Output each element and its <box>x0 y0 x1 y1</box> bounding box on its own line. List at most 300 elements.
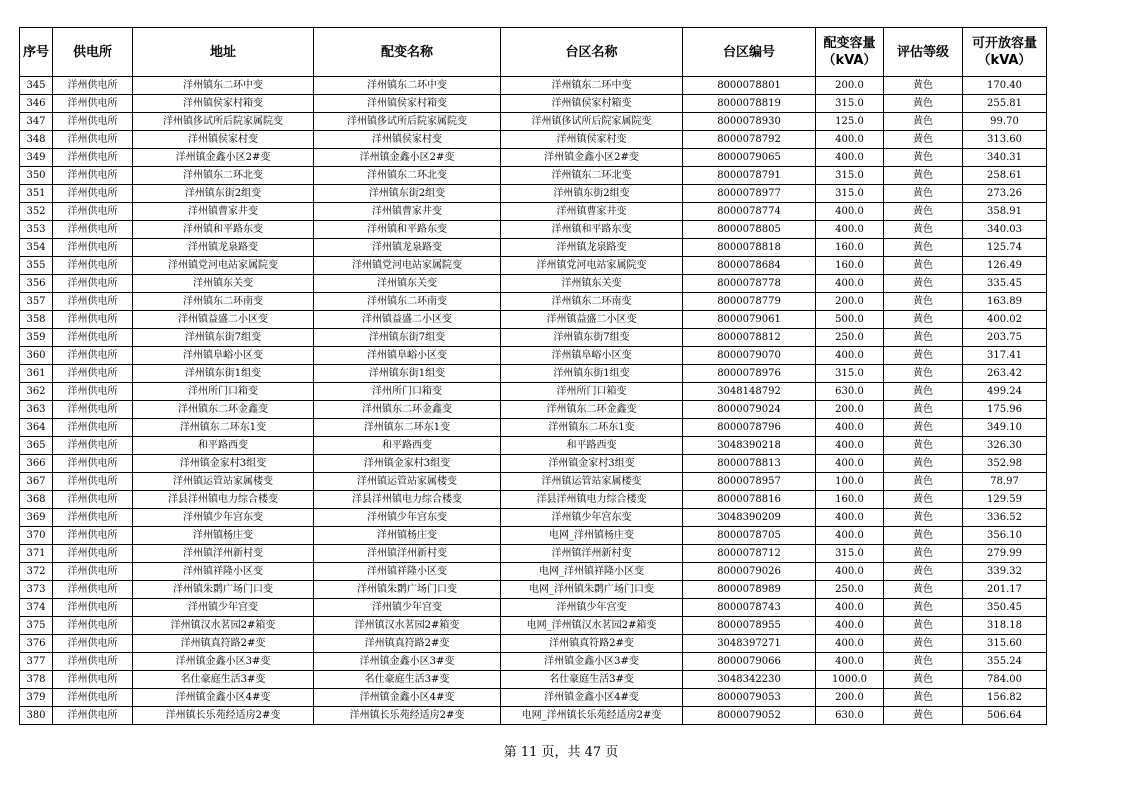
cell-transformer-name: 和平路西变 <box>314 437 501 455</box>
cell-seq: 366 <box>20 455 53 473</box>
cell-open-capacity: 350.45 <box>963 599 1047 617</box>
column-header-rating: 评估等级 <box>884 28 963 77</box>
cell-seq: 351 <box>20 185 53 203</box>
cell-address: 洋州镇东二环中变 <box>133 77 314 95</box>
cell-capacity: 400.0 <box>816 563 884 581</box>
table-row <box>20 545 1047 563</box>
cell-seq: 346 <box>20 95 53 113</box>
cell-transformer-name: 洋县洋州镇电力综合楼变 <box>314 491 501 509</box>
cell-rating: 黄色 <box>884 77 963 95</box>
cell-rating: 黄色 <box>884 329 963 347</box>
cell-address: 洋州镇东二环东1变 <box>133 419 314 437</box>
cell-station: 洋州供电所 <box>53 563 133 581</box>
cell-station: 洋州供电所 <box>53 599 133 617</box>
cell-rating: 黄色 <box>884 617 963 635</box>
cell-seq: 372 <box>20 563 53 581</box>
cell-transformer-name: 洋州镇真符路2#变 <box>314 635 501 653</box>
cell-seq: 348 <box>20 131 53 149</box>
cell-transformer-name: 洋州镇党河电站家属院变 <box>314 257 501 275</box>
cell-open-capacity: 201.17 <box>963 581 1047 599</box>
cell-transformer-name: 洋州镇汉水茗园2#箱变 <box>314 617 501 635</box>
cell-rating: 黄色 <box>884 275 963 293</box>
cell-station: 洋州供电所 <box>53 473 133 491</box>
cell-address: 洋州镇和平路东变 <box>133 221 314 239</box>
cell-open-capacity: 335.45 <box>963 275 1047 293</box>
cell-area-code: 8000078989 <box>683 581 816 599</box>
cell-capacity: 400.0 <box>816 527 884 545</box>
cell-station: 洋州供电所 <box>53 95 133 113</box>
cell-area-code: 8000078816 <box>683 491 816 509</box>
cell-rating: 黄色 <box>884 383 963 401</box>
cell-open-capacity: 326.30 <box>963 437 1047 455</box>
cell-transformer-name: 洋州镇洋州新村变 <box>314 545 501 563</box>
cell-address: 洋州镇杨庄变 <box>133 527 314 545</box>
cell-seq: 362 <box>20 383 53 401</box>
cell-seq: 379 <box>20 689 53 707</box>
cell-address: 洋州镇益盛二小区变 <box>133 311 314 329</box>
cell-address: 洋州镇侈试所后院家属院变 <box>133 113 314 131</box>
column-header-transformer-name: 配变名称 <box>314 28 501 77</box>
cell-seq: 355 <box>20 257 53 275</box>
cell-area-name: 洋州镇金家村3组变 <box>501 455 683 473</box>
table-row <box>20 95 1047 113</box>
cell-open-capacity: 156.82 <box>963 689 1047 707</box>
cell-rating: 黄色 <box>884 239 963 257</box>
cell-station: 洋州供电所 <box>53 527 133 545</box>
cell-capacity: 200.0 <box>816 689 884 707</box>
cell-area-code: 8000078813 <box>683 455 816 473</box>
cell-capacity: 630.0 <box>816 707 884 725</box>
cell-area-name: 洋州镇东街7组变 <box>501 329 683 347</box>
cell-area-name: 名仕豪庭生活3#变 <box>501 671 683 689</box>
cell-capacity: 125.0 <box>816 113 884 131</box>
table-row <box>20 689 1047 707</box>
cell-area-name: 洋州镇益盛二小区变 <box>501 311 683 329</box>
cell-open-capacity: 279.99 <box>963 545 1047 563</box>
cell-open-capacity: 126.49 <box>963 257 1047 275</box>
table-row <box>20 617 1047 635</box>
cell-capacity: 315.0 <box>816 95 884 113</box>
cell-address: 洋州镇祥隆小区变 <box>133 563 314 581</box>
cell-area-code: 8000078955 <box>683 617 816 635</box>
cell-rating: 黄色 <box>884 365 963 383</box>
cell-area-code: 8000078801 <box>683 77 816 95</box>
table-row <box>20 185 1047 203</box>
cell-open-capacity: 99.70 <box>963 113 1047 131</box>
cell-address: 洋州镇朱鹮广场门口变 <box>133 581 314 599</box>
cell-seq: 365 <box>20 437 53 455</box>
cell-seq: 369 <box>20 509 53 527</box>
cell-transformer-name: 洋州镇东关变 <box>314 275 501 293</box>
cell-station: 洋州供电所 <box>53 707 133 725</box>
cell-address: 洋州所门口箱变 <box>133 383 314 401</box>
cell-rating: 黄色 <box>884 113 963 131</box>
cell-area-code: 8000079065 <box>683 149 816 167</box>
cell-rating: 黄色 <box>884 401 963 419</box>
cell-area-code: 8000078712 <box>683 545 816 563</box>
cell-station: 洋州供电所 <box>53 113 133 131</box>
cell-open-capacity: 125.74 <box>963 239 1047 257</box>
cell-station: 洋州供电所 <box>53 509 133 527</box>
cell-area-code: 8000078778 <box>683 275 816 293</box>
table-row <box>20 653 1047 671</box>
table-row <box>20 221 1047 239</box>
cell-open-capacity: 506.64 <box>963 707 1047 725</box>
cell-transformer-name: 洋州镇龙泉路变 <box>314 239 501 257</box>
cell-area-code: 8000078818 <box>683 239 816 257</box>
cell-open-capacity: 129.59 <box>963 491 1047 509</box>
cell-area-code: 8000078684 <box>683 257 816 275</box>
cell-open-capacity: 340.03 <box>963 221 1047 239</box>
cell-station: 洋州供电所 <box>53 77 133 95</box>
cell-transformer-name: 洋州镇金鑫小区4#变 <box>314 689 501 707</box>
column-header-area-name: 台区名称 <box>501 28 683 77</box>
cell-open-capacity: 352.98 <box>963 455 1047 473</box>
cell-rating: 黄色 <box>884 707 963 725</box>
cell-area-name: 洋州镇金鑫小区2#变 <box>501 149 683 167</box>
table-row <box>20 563 1047 581</box>
cell-open-capacity: 784.00 <box>963 671 1047 689</box>
cell-station: 洋州供电所 <box>53 329 133 347</box>
cell-open-capacity: 78.97 <box>963 473 1047 491</box>
cell-capacity: 400.0 <box>816 149 884 167</box>
table-row <box>20 365 1047 383</box>
cell-area-code: 8000078976 <box>683 365 816 383</box>
table-row <box>20 329 1047 347</box>
cell-capacity: 400.0 <box>816 635 884 653</box>
cell-area-name: 电网_洋州镇杨庄变 <box>501 527 683 545</box>
cell-rating: 黄色 <box>884 653 963 671</box>
cell-capacity: 630.0 <box>816 383 884 401</box>
cell-address: 洋州镇真符路2#变 <box>133 635 314 653</box>
cell-transformer-name: 洋州镇金家村3组变 <box>314 455 501 473</box>
cell-area-code: 8000078743 <box>683 599 816 617</box>
cell-address: 洋州镇东二环北变 <box>133 167 314 185</box>
cell-transformer-name: 洋州镇侯家村箱变 <box>314 95 501 113</box>
cell-address: 洋州镇党河电站家属院变 <box>133 257 314 275</box>
cell-station: 洋州供电所 <box>53 671 133 689</box>
cell-address: 洋州镇少年宫东变 <box>133 509 314 527</box>
table-row <box>20 239 1047 257</box>
cell-open-capacity: 203.75 <box>963 329 1047 347</box>
cell-capacity: 100.0 <box>816 473 884 491</box>
cell-open-capacity: 263.42 <box>963 365 1047 383</box>
cell-open-capacity: 355.24 <box>963 653 1047 671</box>
cell-transformer-name: 洋州镇东街1组变 <box>314 365 501 383</box>
cell-seq: 376 <box>20 635 53 653</box>
cell-address: 洋州镇东街1组变 <box>133 365 314 383</box>
table-row <box>20 113 1047 131</box>
table-row <box>20 149 1047 167</box>
cell-open-capacity: 175.96 <box>963 401 1047 419</box>
cell-station: 洋州供电所 <box>53 689 133 707</box>
cell-area-code: 3048397271 <box>683 635 816 653</box>
cell-seq: 380 <box>20 707 53 725</box>
cell-seq: 368 <box>20 491 53 509</box>
cell-rating: 黄色 <box>884 437 963 455</box>
cell-address: 洋州镇东街2组变 <box>133 185 314 203</box>
cell-station: 洋州供电所 <box>53 293 133 311</box>
cell-station: 洋州供电所 <box>53 347 133 365</box>
cell-area-code: 8000078792 <box>683 131 816 149</box>
cell-capacity: 400.0 <box>816 275 884 293</box>
cell-address: 洋州镇东二环南变 <box>133 293 314 311</box>
cell-open-capacity: 317.41 <box>963 347 1047 365</box>
cell-station: 洋州供电所 <box>53 131 133 149</box>
cell-area-code: 8000078977 <box>683 185 816 203</box>
cell-transformer-name: 名仕豪庭生活3#变 <box>314 671 501 689</box>
cell-seq: 358 <box>20 311 53 329</box>
cell-station: 洋州供电所 <box>53 185 133 203</box>
cell-open-capacity: 358.91 <box>963 203 1047 221</box>
cell-address: 洋县洋州镇电力综合楼变 <box>133 491 314 509</box>
cell-capacity: 315.0 <box>816 545 884 563</box>
cell-area-name: 洋州镇东二环南变 <box>501 293 683 311</box>
cell-station: 洋州供电所 <box>53 419 133 437</box>
cell-area-code: 3048342230 <box>683 671 816 689</box>
cell-rating: 黄色 <box>884 509 963 527</box>
cell-area-name: 洋州镇真符路2#变 <box>501 635 683 653</box>
cell-area-name: 洋州镇金鑫小区3#变 <box>501 653 683 671</box>
cell-station: 洋州供电所 <box>53 635 133 653</box>
cell-address: 名仕豪庭生活3#变 <box>133 671 314 689</box>
cell-seq: 356 <box>20 275 53 293</box>
cell-area-code: 8000079052 <box>683 707 816 725</box>
cell-station: 洋州供电所 <box>53 257 133 275</box>
cell-capacity: 400.0 <box>816 203 884 221</box>
cell-transformer-name: 洋州镇少年宫东变 <box>314 509 501 527</box>
cell-area-code: 8000078705 <box>683 527 816 545</box>
cell-rating: 黄色 <box>884 563 963 581</box>
cell-address: 洋州镇金鑫小区3#变 <box>133 653 314 671</box>
cell-open-capacity: 258.61 <box>963 167 1047 185</box>
column-header-station: 供电所 <box>53 28 133 77</box>
column-header-area-code: 台区编号 <box>683 28 816 77</box>
cell-capacity: 200.0 <box>816 401 884 419</box>
cell-seq: 371 <box>20 545 53 563</box>
table-body <box>20 77 1047 725</box>
cell-address: 洋州镇侯家村变 <box>133 131 314 149</box>
cell-transformer-name: 洋州镇侯家村变 <box>314 131 501 149</box>
cell-transformer-name: 洋州镇东街7组变 <box>314 329 501 347</box>
table-row <box>20 599 1047 617</box>
cell-address: 洋州镇东关变 <box>133 275 314 293</box>
page-footer: 第 11 页，共 47 页 <box>503 745 619 760</box>
cell-station: 洋州供电所 <box>53 167 133 185</box>
cell-transformer-name: 洋州镇侈试所后院家属院变 <box>314 113 501 131</box>
cell-open-capacity: 356.10 <box>963 527 1047 545</box>
cell-transformer-name: 洋州镇金鑫小区3#变 <box>314 653 501 671</box>
cell-rating: 黄色 <box>884 221 963 239</box>
table-row <box>20 293 1047 311</box>
cell-rating: 黄色 <box>884 95 963 113</box>
cell-seq: 354 <box>20 239 53 257</box>
table-row <box>20 509 1047 527</box>
cell-rating: 黄色 <box>884 473 963 491</box>
cell-open-capacity: 499.24 <box>963 383 1047 401</box>
cell-open-capacity: 349.10 <box>963 419 1047 437</box>
cell-area-name: 洋州镇东街2组变 <box>501 185 683 203</box>
cell-station: 洋州供电所 <box>53 365 133 383</box>
cell-area-code: 8000078791 <box>683 167 816 185</box>
cell-capacity: 400.0 <box>816 419 884 437</box>
cell-rating: 黄色 <box>884 185 963 203</box>
cell-capacity: 400.0 <box>816 455 884 473</box>
cell-station: 洋州供电所 <box>53 617 133 635</box>
cell-seq: 373 <box>20 581 53 599</box>
cell-area-code: 8000078812 <box>683 329 816 347</box>
cell-area-code: 8000078779 <box>683 293 816 311</box>
cell-transformer-name: 洋州镇东二环东1变 <box>314 419 501 437</box>
table-row <box>20 473 1047 491</box>
cell-seq: 349 <box>20 149 53 167</box>
cell-area-name: 洋州镇侯家村箱变 <box>501 95 683 113</box>
cell-open-capacity: 170.40 <box>963 77 1047 95</box>
cell-address: 洋州镇龙泉路变 <box>133 239 314 257</box>
cell-area-name: 洋州镇少年宫变 <box>501 599 683 617</box>
cell-transformer-name: 洋州镇东二环南变 <box>314 293 501 311</box>
cell-seq: 359 <box>20 329 53 347</box>
table-row <box>20 131 1047 149</box>
cell-open-capacity: 400.02 <box>963 311 1047 329</box>
cell-station: 洋州供电所 <box>53 455 133 473</box>
cell-address: 洋州镇长乐苑经适房2#变 <box>133 707 314 725</box>
cell-area-name: 电网_洋州镇朱鹮广场门口变 <box>501 581 683 599</box>
cell-station: 洋州供电所 <box>53 437 133 455</box>
cell-open-capacity: 255.81 <box>963 95 1047 113</box>
cell-transformer-name: 洋州镇运管站家属楼变 <box>314 473 501 491</box>
cell-area-name: 电网_洋州镇祥隆小区变 <box>501 563 683 581</box>
cell-seq: 357 <box>20 293 53 311</box>
cell-seq: 353 <box>20 221 53 239</box>
cell-seq: 363 <box>20 401 53 419</box>
cell-open-capacity: 336.52 <box>963 509 1047 527</box>
table-row <box>20 167 1047 185</box>
cell-capacity: 400.0 <box>816 437 884 455</box>
cell-area-code: 8000078805 <box>683 221 816 239</box>
cell-rating: 黄色 <box>884 455 963 473</box>
table-row <box>20 77 1047 95</box>
cell-area-name: 洋州镇东二环中变 <box>501 77 683 95</box>
cell-transformer-name: 洋州镇东二环金鑫变 <box>314 401 501 419</box>
cell-seq: 374 <box>20 599 53 617</box>
table-row <box>20 455 1047 473</box>
table-row <box>20 527 1047 545</box>
cell-rating: 黄色 <box>884 149 963 167</box>
cell-seq: 345 <box>20 77 53 95</box>
cell-station: 洋州供电所 <box>53 311 133 329</box>
cell-area-code: 8000078774 <box>683 203 816 221</box>
table-row <box>20 707 1047 725</box>
cell-transformer-name: 洋州镇东二环北变 <box>314 167 501 185</box>
cell-station: 洋州供电所 <box>53 581 133 599</box>
cell-area-name: 洋州镇东二环金鑫变 <box>501 401 683 419</box>
cell-rating: 黄色 <box>884 293 963 311</box>
table-row <box>20 635 1047 653</box>
cell-rating: 黄色 <box>884 203 963 221</box>
cell-area-code: 3048390218 <box>683 437 816 455</box>
cell-station: 洋州供电所 <box>53 401 133 419</box>
cell-area-name: 洋州镇和平路东变 <box>501 221 683 239</box>
cell-open-capacity: 163.89 <box>963 293 1047 311</box>
cell-capacity: 400.0 <box>816 509 884 527</box>
table-row <box>20 311 1047 329</box>
cell-capacity: 400.0 <box>816 653 884 671</box>
cell-station: 洋州供电所 <box>53 221 133 239</box>
column-header-seq: 序号 <box>20 28 53 77</box>
cell-capacity: 200.0 <box>816 77 884 95</box>
cell-area-code: 8000079070 <box>683 347 816 365</box>
table-row <box>20 581 1047 599</box>
cell-rating: 黄色 <box>884 671 963 689</box>
cell-area-name: 洋州镇少年宫东变 <box>501 509 683 527</box>
cell-seq: 370 <box>20 527 53 545</box>
cell-seq: 367 <box>20 473 53 491</box>
cell-transformer-name: 洋州所门口箱变 <box>314 383 501 401</box>
cell-area-name: 洋州镇东关变 <box>501 275 683 293</box>
cell-transformer-name: 洋州镇祥隆小区变 <box>314 563 501 581</box>
cell-rating: 黄色 <box>884 131 963 149</box>
cell-area-name: 洋州镇洋州新村变 <box>501 545 683 563</box>
cell-area-name: 洋州所门口箱变 <box>501 383 683 401</box>
cell-station: 洋州供电所 <box>53 653 133 671</box>
cell-station: 洋州供电所 <box>53 203 133 221</box>
cell-open-capacity: 318.18 <box>963 617 1047 635</box>
cell-address: 洋州镇金鑫小区4#变 <box>133 689 314 707</box>
cell-station: 洋州供电所 <box>53 491 133 509</box>
cell-area-code: 8000078819 <box>683 95 816 113</box>
table-row <box>20 491 1047 509</box>
cell-area-name: 洋州镇侯家村变 <box>501 131 683 149</box>
cell-seq: 360 <box>20 347 53 365</box>
cell-address: 洋州镇侯家村箱变 <box>133 95 314 113</box>
cell-transformer-name: 洋州镇杨庄变 <box>314 527 501 545</box>
cell-area-name: 洋州镇东二环北变 <box>501 167 683 185</box>
cell-area-name: 洋州镇阜峪小区变 <box>501 347 683 365</box>
cell-area-code: 8000078930 <box>683 113 816 131</box>
cell-rating: 黄色 <box>884 635 963 653</box>
table-row <box>20 671 1047 689</box>
cell-area-code: 3048148792 <box>683 383 816 401</box>
cell-area-code: 8000078957 <box>683 473 816 491</box>
table-row <box>20 203 1047 221</box>
cell-area-name: 洋州镇侈试所后院家属院变 <box>501 113 683 131</box>
cell-address: 洋州镇洋州新村变 <box>133 545 314 563</box>
cell-seq: 364 <box>20 419 53 437</box>
cell-seq: 377 <box>20 653 53 671</box>
cell-capacity: 160.0 <box>816 239 884 257</box>
cell-area-code: 8000079026 <box>683 563 816 581</box>
cell-area-name: 洋州镇曹家井变 <box>501 203 683 221</box>
cell-area-name: 电网_洋州镇汉水茗园2#箱变 <box>501 617 683 635</box>
cell-rating: 黄色 <box>884 689 963 707</box>
cell-area-name: 洋州镇金鑫小区4#变 <box>501 689 683 707</box>
cell-capacity: 400.0 <box>816 347 884 365</box>
cell-rating: 黄色 <box>884 581 963 599</box>
table-row <box>20 437 1047 455</box>
cell-address: 洋州镇东二环金鑫变 <box>133 401 314 419</box>
column-header-capacity: 配变容量 （kVA） <box>816 28 884 77</box>
cell-open-capacity: 313.60 <box>963 131 1047 149</box>
cell-area-code: 8000079024 <box>683 401 816 419</box>
cell-station: 洋州供电所 <box>53 149 133 167</box>
table-row <box>20 401 1047 419</box>
cell-rating: 黄色 <box>884 167 963 185</box>
cell-transformer-name: 洋州镇益盛二小区变 <box>314 311 501 329</box>
cell-address: 洋州镇运管站家属楼变 <box>133 473 314 491</box>
cell-capacity: 1000.0 <box>816 671 884 689</box>
cell-rating: 黄色 <box>884 419 963 437</box>
